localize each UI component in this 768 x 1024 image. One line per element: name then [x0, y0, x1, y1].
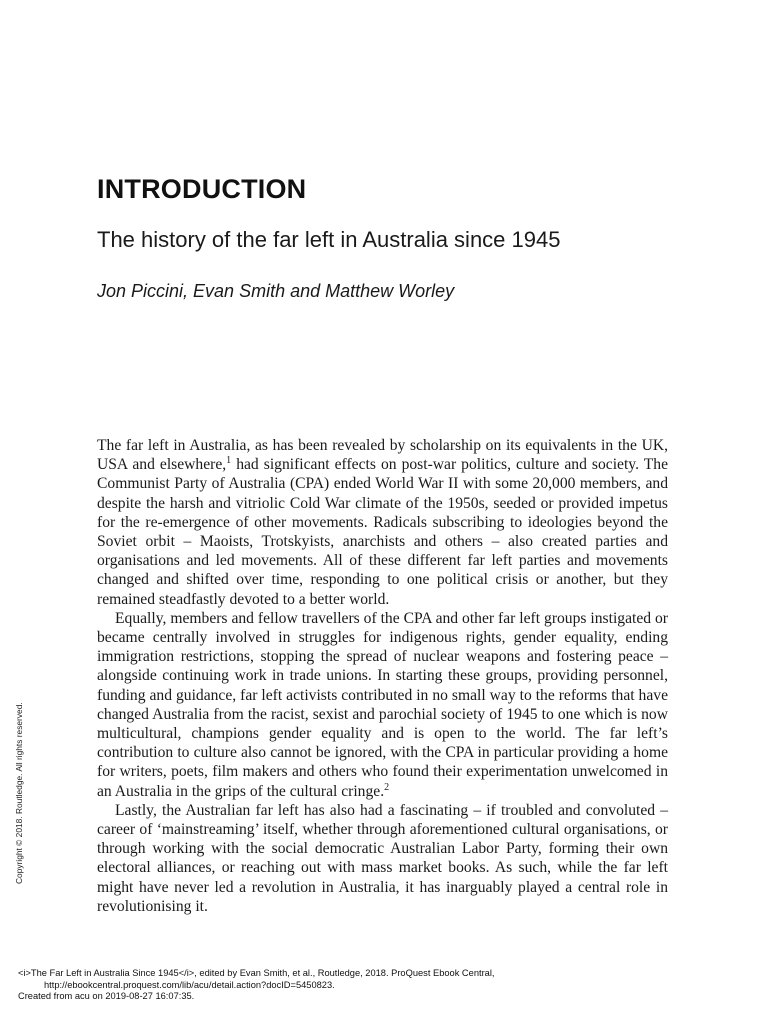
copyright-notice: Copyright © 2018. Routledge. All rights reserved.	[14, 702, 24, 884]
paragraph-2	[97, 609, 668, 801]
paragraph-1-text-a: The far left in Australia, as has been revealed by scholarship on its equivalents in the UK, USA and elsewhere,	[97, 437, 668, 474]
chapter-subtitle: The history of the far left in Australia since 1945	[97, 227, 561, 252]
footnote-ref-1[interactable]: 1	[226, 455, 232, 467]
footer-citation: <i>The Far Left in Australia Since 1945</i>, edited by Evan Smith, et al., Routledge, 2018. ProQuest Ebook Central,	[18, 968, 495, 978]
paragraph-2-text: Equally, members and fellow travellers of the CPA and other far left groups instigated or became centrally involved in struggles for indigenous rights, gender equality, ending immigration restrictions, stopping the spread of nuclear weapons and fostering peace – alongside continuing work in trade unions. In starting these groups, providing personnel, funding and guidance, far left activists contributed in no small way to the reforms that have changed Australia from the racist, sexist and parochial society of 1945 to one which is now multicultural, champions gender equality and is open to the world. The far left’s contribution to culture also cannot be ignored, with the CPA in particular providing a home for writers, poets, film makers and others who found their experimentation unwelcomed in an Australia in the grips of the cultural cringe.	[97, 609, 668, 800]
footer-url-link[interactable]: http://ebookcentral.proquest.com/lib/acu/detail.action?docID=5450823.	[44, 979, 335, 990]
paragraph-1	[97, 436, 668, 609]
footer-created: Created from acu on 2019-08-27 16:07:35.	[18, 991, 195, 1002]
page-footer	[18, 968, 495, 1003]
chapter-authors: Jon Piccini, Evan Smith and Matthew Worley	[97, 281, 455, 301]
footnote-ref-2[interactable]: 2	[384, 781, 390, 793]
chapter-body	[97, 436, 668, 916]
paragraph-3: Lastly, the Australian far left has also had a fascinating – if troubled and convoluted – career of ‘mainstreaming’ itself, whether through aforementioned cultural organisations, or through working with the social democratic Australian Labor Party, forming their own electoral alliances, or reaching out with mass market books. As such, while the far left might have never led a revolution in Australia, it has inarguably played a central role in revolutionising it.	[97, 801, 668, 915]
paragraph-1-text-b: had significant effects on post-war politics, culture and society. The Communist Party of Australia (CPA) ended World War II with some 20,000 members, and despite the harsh and vitriolic Cold War climate of the 1950s, seeded or provided impetus for the re-emergence of other movements. Radicals subscribing to ideologies beyond the Soviet orbit – Maoists, Trotskyists, anarchists and others – also created parties and organisations and led movements. All of these different far left parties and movements changed and shifted over time, responding to one political crisis or another, but they remained steadfastly devoted to a better world.	[97, 456, 668, 608]
chapter-title: INTRODUCTION	[97, 174, 307, 204]
